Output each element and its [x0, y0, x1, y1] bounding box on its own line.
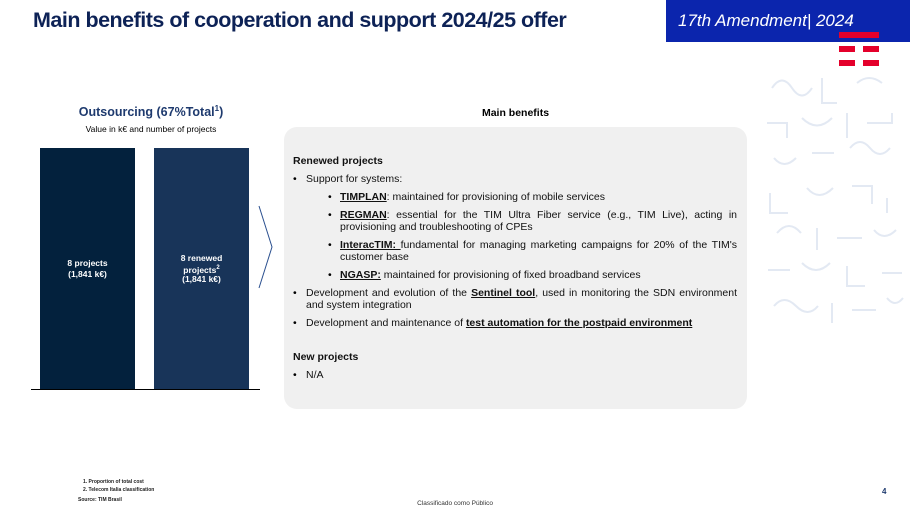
support-text: Support for systems:	[306, 173, 403, 185]
outsourcing-title: Outsourcing (67%Total$^1$)	[78, 104, 224, 120]
bullet-icon: •	[328, 239, 332, 251]
renewed-heading: Renewed projects	[293, 155, 383, 167]
bullet-icon: •	[293, 317, 297, 329]
regman-item: REGMAN: essential for the TIM Ultra Fiber service (e.g., TIM Live), acting in provisioning and troubleshooting of CPEs	[340, 209, 737, 233]
interactim-item: InteracTIM: fundamental for managing marketing campaigns for 20% of the TIM's customer base	[340, 239, 737, 263]
bar1-line2: (1,841 k€)	[68, 268, 107, 279]
classification-label: Classificado como Público	[417, 500, 493, 507]
benefits-panel	[284, 127, 747, 409]
bullet-icon: •	[328, 269, 332, 281]
timplan-item: TIMPLAN: maintained for provisioning of mobile services	[340, 191, 605, 203]
source-note: Source: TIM Brasil	[78, 497, 122, 503]
bullet-icon: •	[293, 173, 297, 185]
footnote-2: 2. Telecom Italia classification	[83, 487, 155, 493]
bar2-line3: (1,841 k€)	[182, 274, 221, 285]
chart-baseline	[31, 389, 260, 390]
bullet-icon: •	[293, 287, 297, 299]
page-title: Main benefits of cooperation and support 2024/25 offer	[33, 8, 567, 32]
bar2-line1: 8 renewed	[180, 252, 223, 263]
outsourcing-subtitle: Value in k€ and number of projects	[85, 124, 217, 134]
bullet-icon: •	[328, 209, 332, 221]
bar2-line2: projects	[183, 264, 217, 275]
bullet-icon: •	[293, 369, 297, 381]
ngasp-item: NGASP: maintained for provisioning of fixed broadband services	[340, 269, 641, 281]
footnote-1: 1. Proportion of total cost	[83, 479, 144, 485]
chevron-right-icon	[258, 205, 274, 289]
test-automation-item: Development and maintenance of test automation for the postpaid environment	[306, 317, 693, 329]
bar-renewed-projects: 8 renewed projects$^2$ (1,841 k€)	[154, 148, 249, 389]
page-number: 4	[882, 487, 887, 496]
bullet-icon: •	[328, 191, 332, 203]
bar1-line1: 8 projects	[67, 257, 108, 268]
main-benefits-title: Main benefits	[481, 107, 550, 119]
new-projects-item: N/A	[306, 369, 324, 381]
new-projects-heading: New projects	[293, 351, 359, 363]
amendment-tag: 17th Amendment| 2024	[666, 0, 910, 42]
decorative-pattern-icon	[762, 48, 910, 338]
sentinel-item: Development and evolution of the Sentinel tool, used in monitoring the SDN environment and system integration	[306, 287, 738, 311]
bar-projects	[40, 148, 135, 389]
